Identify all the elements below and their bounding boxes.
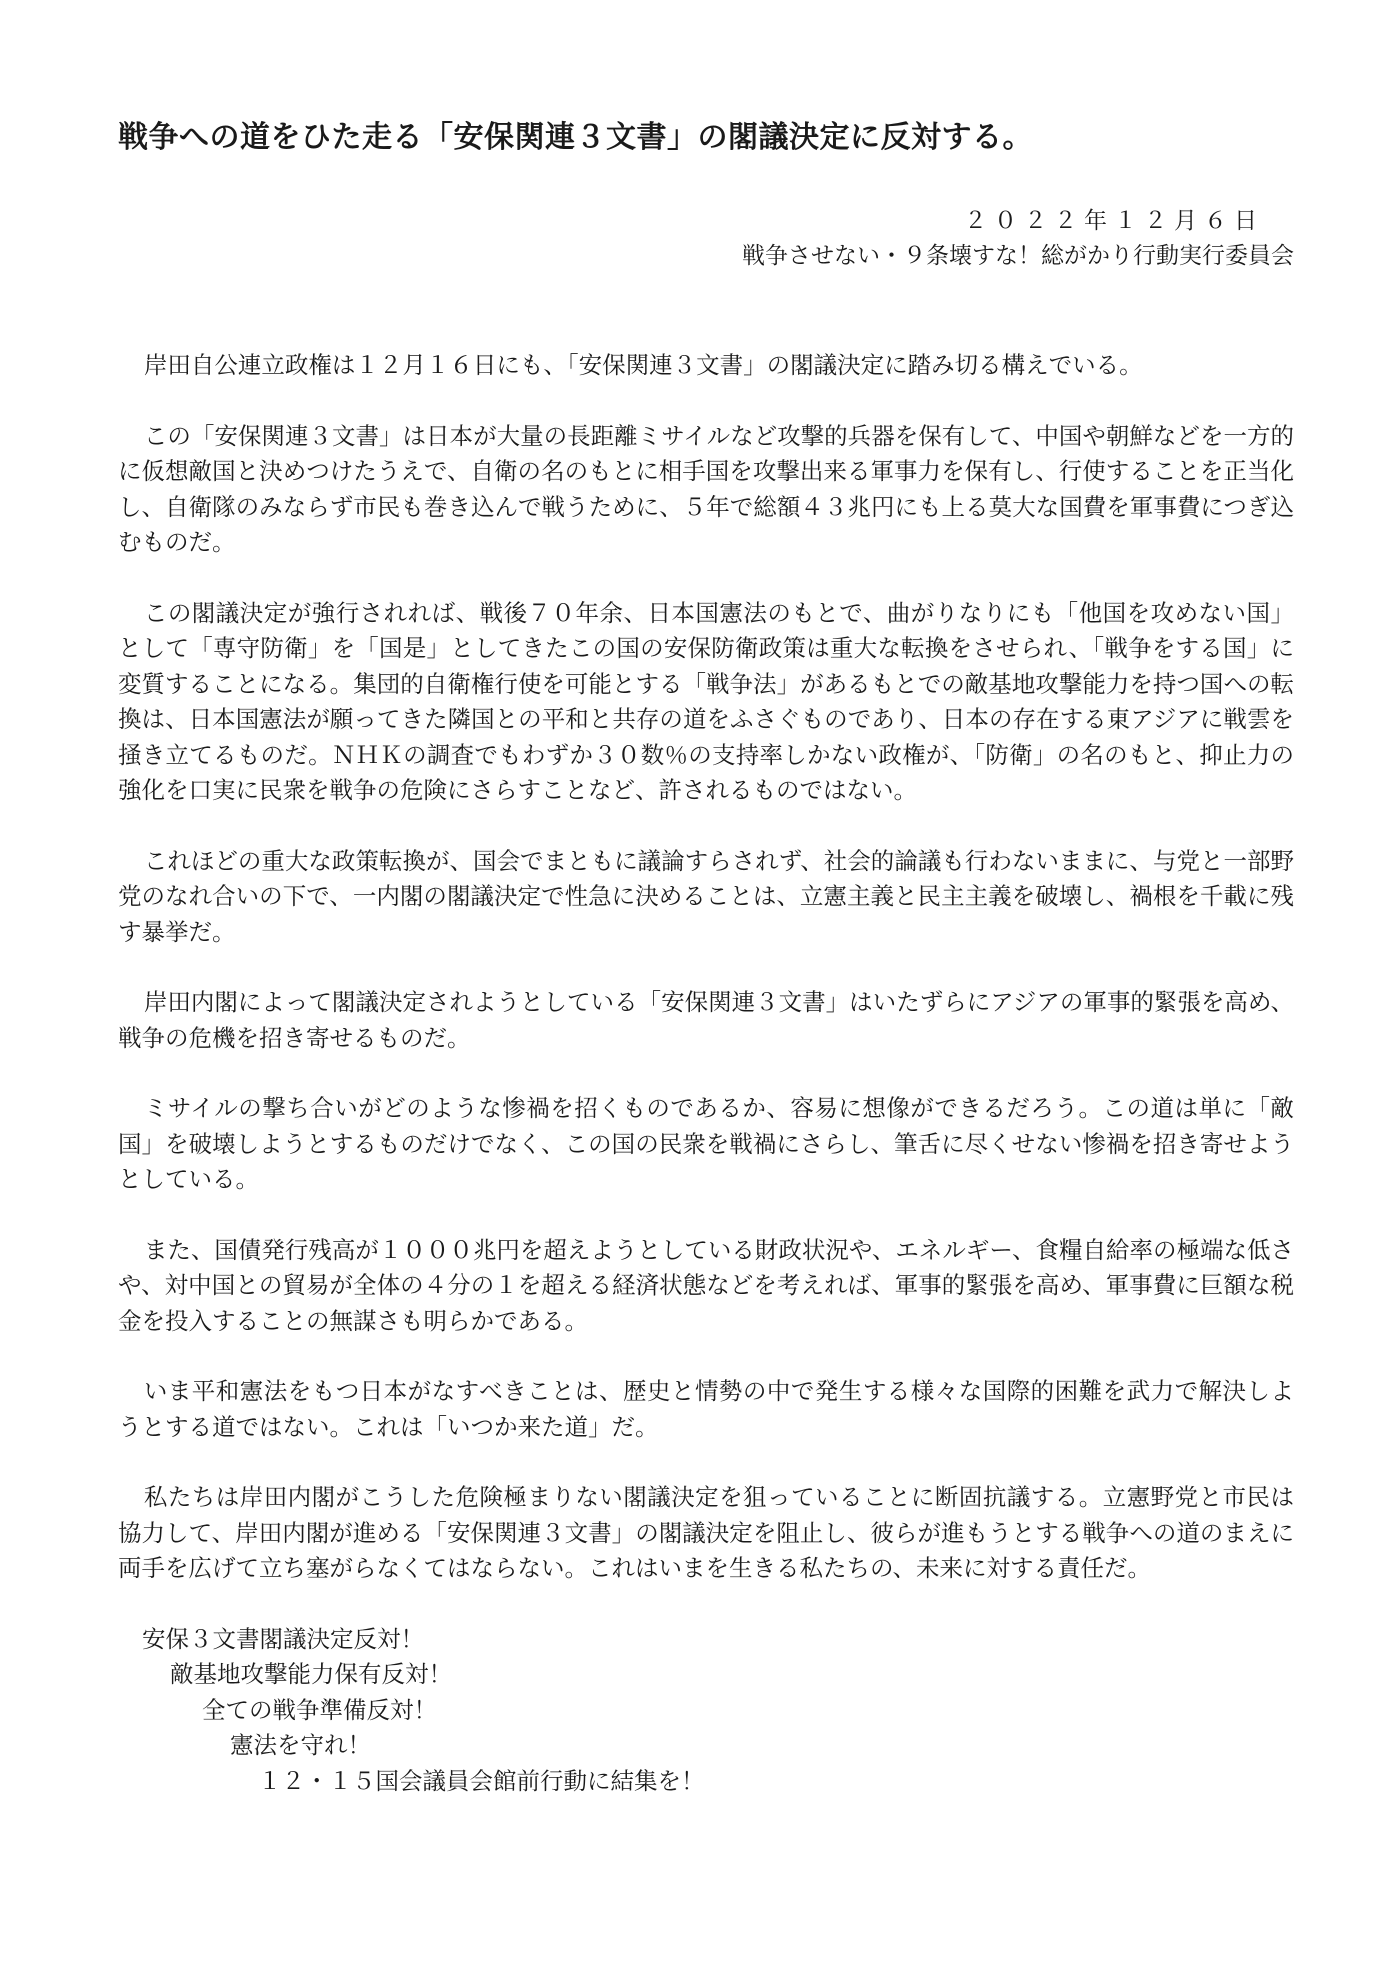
slogan: １２・１５国会議員会館前行動に結集を！ bbox=[258, 1766, 705, 1795]
slogan-list bbox=[118, 1622, 1294, 1800]
document-meta bbox=[118, 204, 1294, 274]
document-date: ２０２２年１２月６日 bbox=[964, 208, 1264, 234]
paragraph: 岸田自公連立政権は１２月１６日にも、「安保関連３文書」の閣議決定に踏み切る構えでいる。 bbox=[143, 351, 1143, 379]
paragraph: ミサイルの撃ち合いがどのような惨禍を招くものであるか、容易に想像ができるだろう。この道は単に「敵国」を破壊しようとするものだけでなく、この国の民衆を戦禍にさらし、筆舌に尽くせない惨禍を招き寄せようとしている。 bbox=[118, 1094, 1294, 1193]
paragraph: この「安保関連３文書」は日本が大量の長距離ミサイルなど攻撃的兵器を保有して、中国や朝鮮などを一方的に仮想敵国と決めつけたうえで、自衛の名のもとに相手国を攻撃出来る軍事力を保有し、行使することを正当化し、自衛隊のみならず市民も巻き込んで戦うために、５年で総額４３兆円にも上る莫大な国費を軍事費につぎ込むものだ。 bbox=[118, 421, 1294, 556]
paragraph: 私たちは岸田内閣がこうした危険極まりない閣議決定を狙っていることに断固抗議する。立憲野党と市民は協力して、岸田内閣が進める「安保関連３文書」の閣議決定を阻止し、彼らが進もうとする戦争への道のまえに両手を広げて立ち塞がらなくてはならない。これはいまを生きる私たちの、未来に対する責任だ。 bbox=[118, 1483, 1294, 1582]
paragraph: 岸田内閣によって閣議決定されようとしている「安保関連３文書」はいたずらにアジアの軍事的緊張を高め、戦争の危機を招き寄せるものだ。 bbox=[118, 988, 1294, 1052]
slogan: 敵基地攻撃能力保有反対！ bbox=[170, 1660, 452, 1688]
paragraph: これほどの重大な政策転換が、国会でまともに議論すらされず、社会的論議も行わないままに、与党と一部野党のなれ合いの下で、一内閣の閣議決定で性急に決めることは、立憲主義と民主主義を破壊し、禍根を千載に残す暴挙だ。 bbox=[118, 846, 1294, 946]
document-body bbox=[118, 348, 1294, 1587]
paragraph: いま平和憲法をもつ日本がなすべきことは、歴史と情勢の中で発生する様々な国際的困難を武力で解決しようとする道ではない。これは「いつか来た道」だ。 bbox=[118, 1377, 1294, 1441]
paragraph: また、国債発行残高が１０００兆円を超えようとしている財政状況や、エネルギー、食糧自給率の極端な低さや、対中国との貿易が全体の４分の１を超える経済状態などを考えれば、軍事的緊張を高め、軍事費に巨額な税金を投入することの無謀さも明らかである。 bbox=[118, 1235, 1294, 1335]
document-author: 戦争させない・９条壊すな！総がかり行動実行委員会 bbox=[742, 243, 1294, 269]
slogan: 全ての戦争準備反対！ bbox=[202, 1695, 437, 1724]
document-title: 戦争への道をひた走る「安保関連３文書」の閣議決定に反対する。 bbox=[118, 120, 1033, 155]
paragraph: この閣議決定が強行されれば、戦後７０年余、日本国憲法のもとで、曲がりなりにも「他国を攻めない国」として「専守防衛」を「国是」としてきたこの国の安保防衛政策は重大な転換をさせられ、「戦争をする国」に変質することになる。集団的自衛権行使を可能とする「戦争法」があるもとでの敵基地攻撃能力を持つ国への転換は、日本国憲法が願ってきた隣国との平和と共存の道をふさぐものであり、日本の存在する東アジアに戦雲を掻き立てるものだ。ＮＨＫの調査でもわずか３０数％の支持率しかない政権が、「防衛」の名のもと、抑止力の強化を口実に民衆を戦争の危険にさらすことなど、許されるものではない。 bbox=[118, 598, 1294, 804]
slogan: 憲法を守れ！ bbox=[230, 1731, 371, 1759]
slogan: 安保３文書閣議決定反対！ bbox=[142, 1624, 424, 1653]
